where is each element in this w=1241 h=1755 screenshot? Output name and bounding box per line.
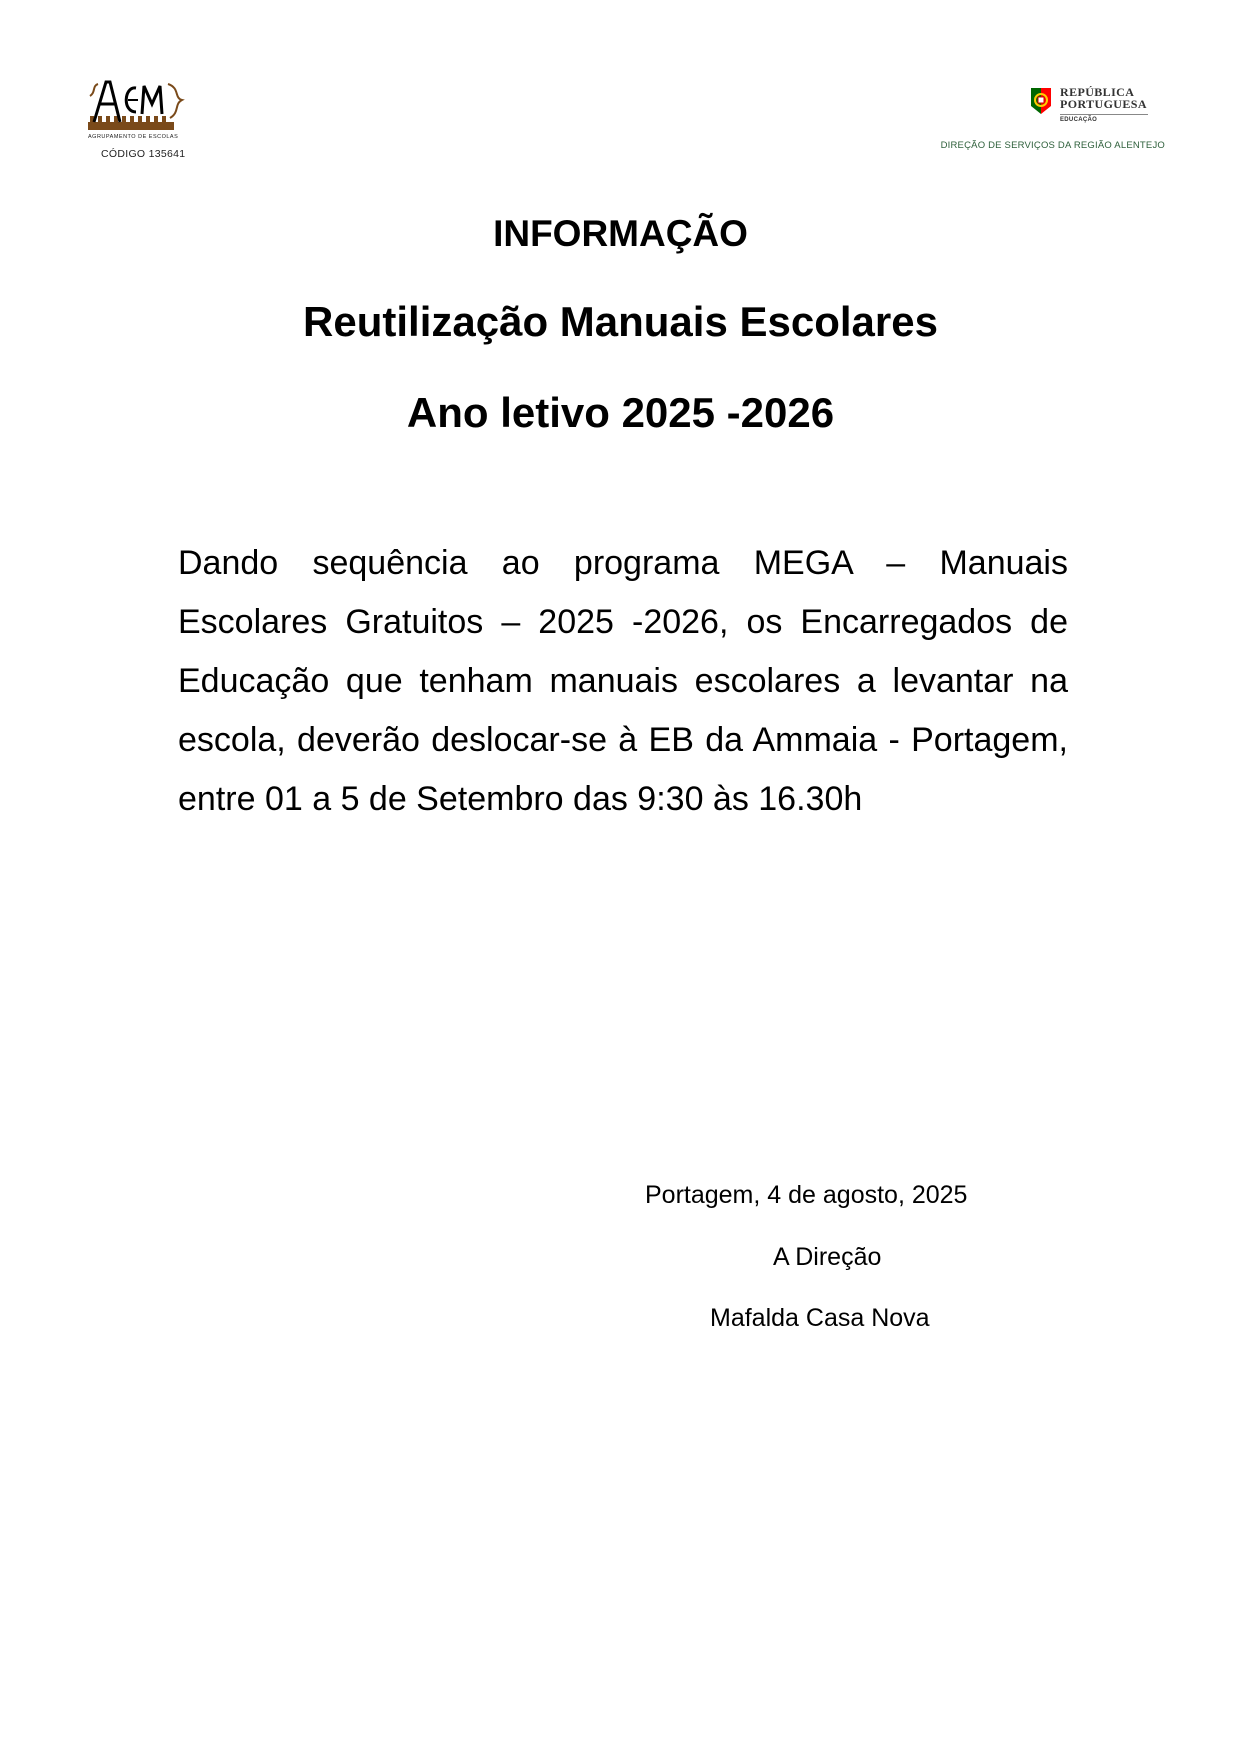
school-logo-icon [88,78,188,140]
school-logo [88,78,188,152]
signature-role: A Direção [773,1243,882,1271]
document-body: Dando sequência ao programa MEGA – Manuais Escolares Gratuitos – 2025 -2026, os Encarregados de Educação que tenham manuais escolares a levantar na escola, deverão deslocar-se à EB da Ammaia - Portagem, entre 01 a 5 de Setembro das 9:30 às 16.30h [178,544,1087,818]
gov-divider [1060,114,1148,115]
school-code: CÓDIGO 135641 [101,148,186,160]
school-logo-subline: AGRUPAMENTO DE ESCOLAS [88,134,179,140]
gov-line-1: REPÚBLICA [1060,85,1135,99]
republica-portuguesa-emblem-icon [1027,84,1055,116]
signature-place-date: Portagem, 4 de agosto, 2025 [645,1181,968,1209]
document-subtitle: Ano letivo 2025 -2026 [406,389,835,436]
gov-line-2: PORTUGUESA [1060,97,1147,111]
gov-subtitle: EDUCAÇÃO [1060,117,1098,123]
department-name: DIREÇÃO DE SERVIÇOS DA REGIÃO ALENTEJO [940,140,1165,151]
signature-name: Mafalda Casa Nova [710,1304,930,1332]
republica-portuguesa-text [1060,86,1147,110]
document-heading: INFORMAÇÃO [493,213,748,254]
document-title: Reutilização Manuais Escolares [303,298,938,345]
republica-portuguesa-logo [1027,84,1157,126]
